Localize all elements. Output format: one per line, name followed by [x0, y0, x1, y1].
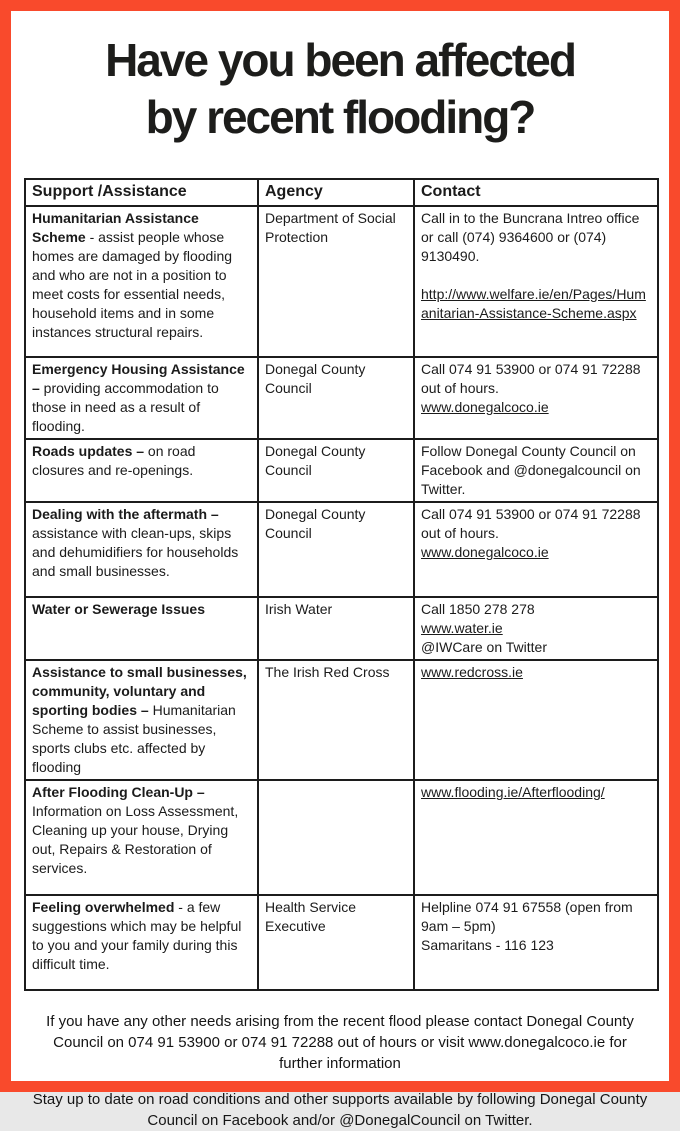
contact-text: Samaritans - 116 123 — [421, 937, 554, 953]
support-description: Humanitarian Scheme to assist businesses, sports clubs etc. affected by flooding — [32, 702, 236, 775]
contact-line — [421, 360, 650, 398]
contact-link-line — [421, 398, 650, 417]
contact-cell — [414, 895, 658, 990]
contact-text: Follow Donegal County Council on Facebook and @donegalcouncil on Twitter. — [421, 443, 641, 497]
contact-cell — [414, 780, 658, 895]
support-description: - assist people whose homes are damaged by flooding and who are not in a position to meet costs for essential needs, household items and in some instances structural repairs. — [32, 229, 233, 340]
agency-cell: Donegal County Council — [258, 357, 414, 439]
support-cell — [25, 780, 258, 895]
contact-link[interactable]: www.flooding.ie/Afterflooding/ — [421, 784, 605, 800]
support-title: Feeling overwhelmed — [32, 899, 175, 915]
contact-line — [421, 638, 650, 657]
table-row — [25, 439, 658, 502]
support-cell — [25, 660, 258, 780]
support-cell — [25, 206, 258, 357]
contact-link-line — [421, 285, 650, 323]
support-title: Humanitarian Assistance Scheme — [32, 210, 199, 245]
contact-link[interactable]: www.water.ie — [421, 620, 503, 636]
support-title: Roads updates – — [32, 443, 145, 459]
assistance-table-body — [25, 206, 658, 990]
support-cell — [25, 597, 258, 660]
support-cell — [25, 895, 258, 990]
contact-link[interactable]: www.redcross.ie — [421, 664, 523, 680]
contact-link[interactable]: http://www.welfare.ie/en/Pages/Humanitarian-Assistance-Scheme.aspx — [421, 286, 646, 321]
contact-line — [421, 936, 650, 955]
contact-text: Call 074 91 53900 or 074 91 72288 out of hours. — [421, 506, 641, 541]
table-row — [25, 895, 658, 990]
contact-cell — [414, 597, 658, 660]
support-cell — [25, 357, 258, 439]
table-row — [25, 660, 658, 780]
support-description: on road closures and re-openings. — [32, 443, 196, 478]
support-description: assistance with clean-ups, skips and dehumidifiers for households and small businesses. — [32, 525, 239, 579]
contact-cell — [414, 439, 658, 502]
agency-cell: Donegal County Council — [258, 502, 414, 597]
contact-line — [421, 209, 650, 266]
footer-contact-note: If you have any other needs arising from the recent flood please contact Donegal County Council on 074 91 53900 or 074 91 72288 out of hours or visit www.donegalcoco.ie for further information — [46, 1013, 634, 1072]
table-row — [25, 502, 658, 597]
contact-link[interactable]: www.donegalcoco.ie — [421, 399, 549, 415]
contact-link-line — [421, 663, 650, 682]
contact-text: @IWCare on Twitter — [421, 639, 547, 655]
support-description: providing accommodation to those in need as a result of flooding. — [32, 380, 219, 434]
contact-line — [421, 600, 650, 619]
table-row — [25, 597, 658, 660]
page-title-line1: Have you been affected — [105, 34, 575, 86]
contact-link-line — [421, 783, 650, 802]
footer — [32, 1011, 648, 1131]
table-row — [25, 206, 658, 357]
col-header-contact: Contact — [414, 179, 658, 206]
col-header-support: Support /Assistance — [25, 179, 258, 206]
support-cell — [25, 439, 258, 502]
contact-link-line — [421, 543, 650, 562]
contact-cell — [414, 357, 658, 439]
table-row — [25, 780, 658, 895]
agency-cell: The Irish Red Cross — [258, 660, 414, 780]
support-title: Assistance to small businesses, community, voluntary and sporting bodies – — [32, 664, 247, 718]
contact-text: Call 074 91 53900 or 074 91 72288 out of hours. — [421, 361, 641, 396]
col-header-agency: Agency — [258, 179, 414, 206]
support-cell — [25, 502, 258, 597]
contact-text: Call 1850 278 278 — [421, 601, 535, 617]
contact-line-spacer — [421, 266, 650, 285]
support-title: Dealing with the aftermath – — [32, 506, 219, 522]
footer-social-note: Stay up to date on road conditions and other supports available by following Donegal County Council on Facebook and/or @DonegalCouncil on Twitter. — [32, 1091, 648, 1129]
contact-line — [421, 898, 650, 936]
agency-cell: Irish Water — [258, 597, 414, 660]
contact-cell — [414, 206, 658, 357]
agency-cell: Department of Social Protection — [258, 206, 414, 357]
agency-cell — [258, 780, 414, 895]
contact-cell — [414, 660, 658, 780]
table-header-row — [25, 179, 658, 206]
contact-text: Helpline 074 91 67558 (open from 9am – 5pm) — [421, 899, 633, 934]
support-description: - a few suggestions which may be helpful to you and your family during this difficult time. — [32, 899, 242, 972]
assistance-table — [24, 178, 659, 991]
contact-link-line — [421, 619, 650, 638]
contact-line — [421, 442, 650, 499]
contact-link[interactable]: www.donegalcoco.ie — [421, 544, 549, 560]
support-description: Information on Loss Assessment, Cleaning up your house, Drying out, Repairs & Restoration of services. — [32, 803, 239, 876]
contact-text: Call in to the Buncrana Intreo office or call (074) 9364600 or (074) 9130490. — [421, 210, 640, 264]
page-title-line2: by recent flooding? — [145, 91, 535, 143]
contact-cell — [414, 502, 658, 597]
support-title: Emergency Housing Assistance – — [32, 361, 245, 396]
agency-cell: Health Service Executive — [258, 895, 414, 990]
page-title — [11, 32, 669, 146]
support-title: Water or Sewerage Issues — [32, 601, 206, 617]
contact-line — [421, 505, 650, 543]
table-row — [25, 357, 658, 439]
agency-cell: Donegal County Council — [258, 439, 414, 502]
support-title: After Flooding Clean-Up – — [32, 784, 205, 800]
